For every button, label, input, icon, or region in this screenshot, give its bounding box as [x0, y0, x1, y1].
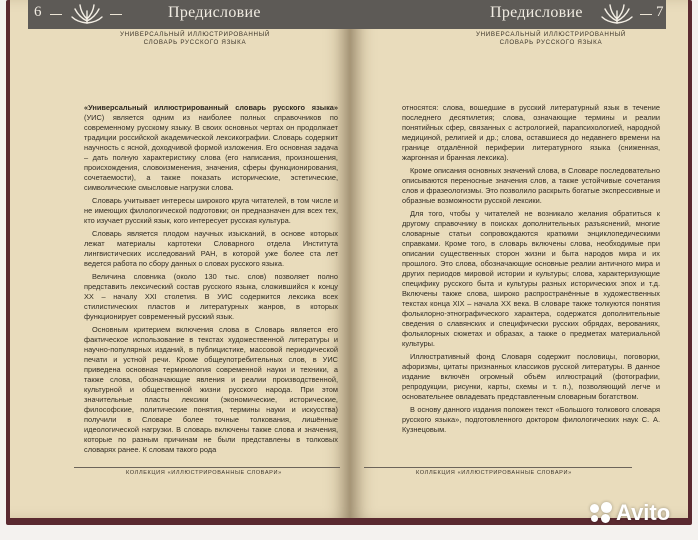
- left-header-band: [28, 0, 350, 29]
- avito-dots-icon: [590, 502, 612, 524]
- right-header-band: [350, 0, 666, 29]
- left-paragraph: Словарь учитывает интересы широкого круга читателей, в том числе и не имеющих филологической подготовки; он предназначен для всех тех, кто изучает русский язык, кого интересует русская культура.: [84, 196, 338, 225]
- left-paragraph: Величина словника (около 130 тыс. слов) позволяет полно представить лексический состав русского языка, сложившийся к концу XX – началу XXI столетия. В УИС содержится лексика всех стилистических пластов и литературных жанров, в которых функционирует современный русский язык.: [84, 272, 338, 321]
- left-footer: КОЛЛЕКЦИЯ «ИЛЛЮСТРИРОВАННЫЕ СЛОВАРИ»: [126, 470, 282, 476]
- left-body-text: [84, 103, 338, 458]
- paragraph-text: (УИС) является одним из наиболее полных справочников по современному русскому языку. В своих основных чертах он продолжает традиции российской академической лексикографии. Словарь содержит научность с ясной, доходчивой формой изложения. Его основная задача – дать полную характеристику слова (его написания, произношения, происхождения, словоизменения, значения, сферы функционирования, сочетаемости), а также показать исторические, эстетические, символические смысловые нагрузки слова.: [84, 113, 338, 192]
- right-page: [350, 0, 688, 518]
- right-paragraph: В основу данного издания положен текст «Большого толкового словаря русского языка», подготовленного доктором филологических наук С. А. Кузнецовым.: [402, 405, 660, 434]
- right-subtitle: [446, 31, 656, 47]
- dictionary-title-bold: «Универсальный иллюстрированный словарь русского языка»: [84, 103, 338, 112]
- right-subtitle-line-1: УНИВЕРСАЛЬНЫЙ ИЛЛЮСТРИРОВАННЫЙ: [475, 31, 627, 38]
- left-paragraph: [84, 103, 338, 193]
- right-header-dash: [640, 14, 652, 15]
- right-footer: КОЛЛЕКЦИЯ «ИЛЛЮСТРИРОВАННЫЕ СЛОВАРИ»: [416, 470, 572, 476]
- left-subtitle: [90, 31, 300, 47]
- left-header-title: Предисловие: [168, 4, 261, 21]
- left-paragraph: Словарь является плодом научных изысканий, в основе которых лежат материалы картотеки Словарного отдела Института лингвистических исследований РАН, в которой уже более ста лет ведется работа по сбору данных о словах русского языка.: [84, 229, 338, 268]
- avito-watermark: [590, 500, 670, 526]
- right-footer-rule: [364, 467, 632, 468]
- right-body-text: [402, 103, 660, 438]
- leaf-ornament-icon: [600, 3, 634, 25]
- right-header-title: Предисловие: [490, 4, 583, 21]
- left-footer-rule: [74, 467, 340, 468]
- left-header-dash: [50, 14, 62, 15]
- leaf-ornament-icon: [70, 3, 104, 25]
- right-paragraph: Кроме описания основных значений слова, в Словаре последовательно описываются переносные значения слов, а также устойчивые сочетания слов и фразеологизмы. Это позволило раскрыть богатые экспрессивные и образные возможности русской лексики.: [402, 166, 660, 205]
- left-header-dash-2: [110, 14, 122, 15]
- right-paragraph: Иллюстративный фонд Словаря содержит пословицы, поговорки, афоризмы, цитаты признанных классиков русской литературы. В данное издание включён огромный объём иллюстраций (фотографии, репродукции, рисунки, карты, схемы и т. п.), позволяющий легче и основательнее овладевать представленным словарным богатством.: [402, 352, 660, 401]
- left-page: [10, 0, 350, 518]
- right-paragraph: Для того, чтобы у читателей не возникало желания обратиться к другому справочнику в поисках дополнительных разъяснений, многие словарные статьи сопровождаются краткими энциклопедическими справками. Кроме того, в словарь включены слова, необходимые при описании существенных сторон жизни и быта народов мира и их прошлого. Это слова, обозначающие основные реалии античного мира и других периодов мировой истории и культуры; слова, характеризующие специфику русского быта и культуры разных исторических эпох и т.д. Включены также слова, широко распространённые в художественных текстах конца XIX – начала XX века. В словаре также толкуются понятия фольклорно-этнографического характера, содержатся дополнительные сведения о славянских и специфически русских обрядах, верованиях, фольклорных сюжетах и образах, а также о предметах материальной культуры.: [402, 209, 660, 348]
- left-subtitle-line-1: УНИВЕРСАЛЬНЫЙ ИЛЛЮСТРИРОВАННЫЙ: [119, 31, 271, 38]
- right-subtitle-line-2: СЛОВАРЬ РУССКОГО ЯЗЫКА: [499, 39, 603, 46]
- left-page-number: 6: [34, 4, 42, 20]
- right-page-number: 7: [656, 4, 664, 20]
- left-paragraph: Основным критерием включения слова в Словарь является его фактическое использование в текстах художественной литературы и научно-популярных изданий, в публицистике, массовой периодической печати и устной речи. Кроме общеупотребительных слов, в УИС приведена основная терминология современной науки и техники, а также слова, обозначающие явления и реалии производственной, культурной и общественной жизни русского народа. При этом значительные пласты лексики (экономические, исторические, философские, политические понятия, термины науки и искусства) получили в Словаре более точные толкования, лишённые идеологической нагрузки. В словарь включены также слова и значения, которые по разным причинам не были представлены в толковых словарях ранее. К словам такого рода: [84, 325, 338, 454]
- left-subtitle-line-2: СЛОВАРЬ РУССКОГО ЯЗЫКА: [143, 39, 247, 46]
- avito-label: Avito: [616, 500, 671, 525]
- right-paragraph: относятся: слова, вошедшие в русский литературный язык в течение последнего десятилетия; слова, означающие термины и реалии понятийных сфер, связанных с астрологией, парапсихологией, народной медициной, религией и др.; слова, оставшиеся до недавнего времени на границе отдалённой периферии литературного языка (сниженная, жаргонная и бранная лексика).: [402, 103, 660, 162]
